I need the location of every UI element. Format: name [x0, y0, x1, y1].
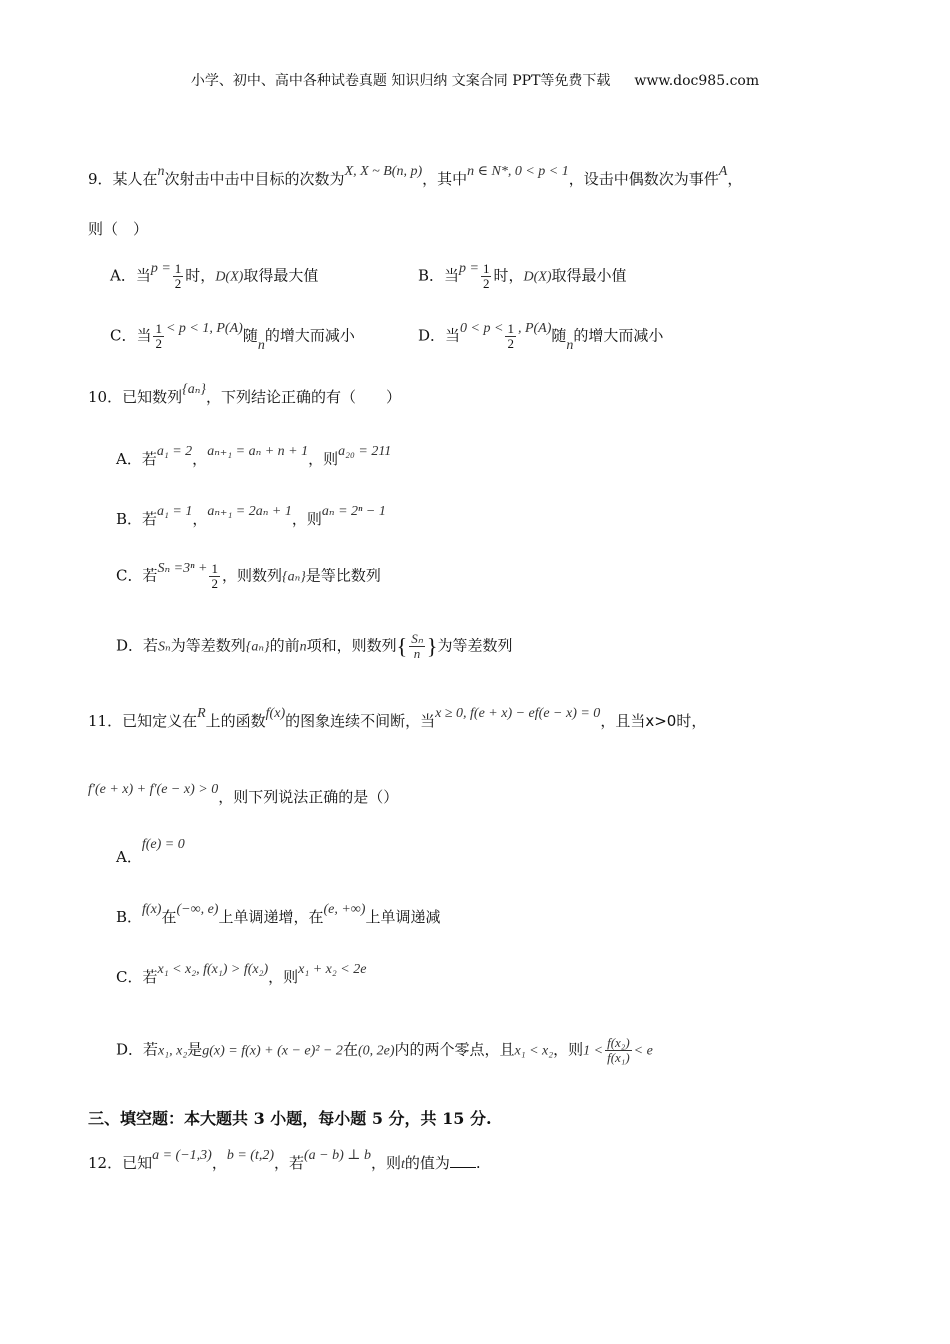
math-expr: (e, +∞) — [323, 902, 366, 917]
math-expr: aₙ₊₁ = aₙ + n + 1 — [207, 444, 309, 459]
q11-option-d — [116, 1036, 653, 1065]
q10-option-b — [116, 504, 386, 529]
math-expr: (0, 2e) — [357, 1043, 395, 1059]
fraction — [605, 1036, 632, 1065]
option-label: B．若 — [116, 510, 158, 528]
fraction — [505, 322, 516, 351]
math-expr: < e — [633, 1043, 653, 1059]
fraction-numerator: 1 — [482, 261, 490, 276]
math-expr: p = — [150, 260, 171, 276]
section-3-heading: 三、填空题：本大题共 3 小题，每小题 5 分，共 15 分. — [88, 1109, 492, 1128]
option-text: 的前 — [269, 636, 300, 655]
header-left-text: 小学、初中、高中各种试卷真题 知识归纳 文案合同 PPT等免费下载 — [190, 73, 611, 89]
math-expr: x₁, x₂ — [158, 1043, 188, 1059]
fraction-numerator: 1 — [211, 561, 218, 576]
brace-right: } — [426, 633, 438, 659]
q11-number: 11．已知定义在 — [88, 712, 198, 730]
option-text: 是等比数列 — [305, 566, 381, 585]
option-text: 随 — [242, 326, 258, 345]
q12-math-a: a = (−1,3) — [152, 1148, 212, 1163]
math-expr: x₁ + x₂ < 2e — [298, 962, 367, 977]
q11-option-a — [116, 837, 185, 867]
option-text: ，则 — [268, 968, 299, 986]
fraction-denominator: 2 — [155, 336, 162, 351]
option-label: B． — [116, 908, 143, 926]
math-expr: Sₙ =3ⁿ + — [157, 560, 208, 576]
option-text: 取得最大值 — [243, 266, 319, 285]
q11-text: ，则下列说法正确的是（） — [218, 788, 399, 806]
answer-blank[interactable] — [450, 1155, 476, 1168]
q10-option-c — [116, 562, 381, 591]
option-label: D．当 — [418, 326, 461, 345]
option-text: 在 — [342, 1040, 358, 1059]
math-expr: {aₙ} — [245, 639, 270, 655]
math-expr: 1 < — [583, 1043, 604, 1059]
fraction-numerator: 1 — [174, 261, 182, 276]
option-text: 项和，则数列 — [306, 636, 397, 655]
fraction — [153, 322, 164, 351]
q11-math-x: x>0 — [645, 712, 677, 730]
q12-math-b: b = (t,2) — [226, 1148, 274, 1163]
math-expr: {aₙ} — [281, 569, 306, 585]
fraction-denominator: 2 — [211, 576, 218, 591]
option-text: 上单调递增，在 — [218, 908, 324, 926]
fraction-numerator: Sₙ — [411, 631, 423, 646]
option-label: A．当 — [110, 266, 151, 285]
brace-left: { — [396, 633, 408, 659]
question-9-continuation: 则（ ） — [88, 220, 149, 238]
option-text: 的增大而减小 — [264, 326, 355, 345]
q11-text: 时， — [676, 712, 707, 730]
q9-option-d — [418, 322, 663, 351]
math-expr: g(x) = f(x) + (x − e)² − 2 — [202, 1043, 343, 1059]
q11-math-derivative: f′(e + x) + f′(e − x) > 0 — [88, 782, 219, 797]
question-11-line2 — [88, 782, 399, 807]
math-expr: 0 < p < — [460, 320, 504, 336]
q9-math-n: n — [157, 164, 165, 179]
math-expr: a₁ = 2 — [156, 444, 193, 459]
q12-number: 12．已知 — [88, 1154, 153, 1172]
option-text: 时， — [493, 266, 524, 285]
q12-text: . — [475, 1154, 481, 1172]
fraction — [173, 262, 184, 291]
q12-text: ，若 — [274, 1154, 305, 1172]
q9-text: ，其中 — [422, 170, 468, 188]
q10-option-a — [116, 444, 392, 469]
fraction-numerator: 1 — [155, 321, 162, 336]
q9-math-condition: n ∈ N*, 0 < p < 1 — [467, 164, 569, 179]
q11-text: 的图象连续不间断，当 — [285, 712, 436, 730]
fraction-denominator: 2 — [507, 336, 514, 351]
option-label: C．若 — [116, 566, 158, 585]
math-expr: f(e) = 0 — [141, 837, 185, 852]
fraction — [209, 562, 220, 591]
option-label: C．当 — [110, 326, 152, 345]
math-expr: x₁ < x₂ — [514, 1043, 554, 1059]
q9-math-event: A — [718, 164, 728, 179]
math-expr: (−∞, e) — [176, 902, 219, 917]
fraction-denominator: n — [413, 646, 421, 661]
header-url: www.doc985.com — [634, 73, 760, 89]
math-expr: , P(A) — [517, 320, 552, 336]
math-expr: f(x) — [142, 902, 162, 917]
fraction-numerator: f(x₂) — [607, 1035, 630, 1050]
q12-math-t: t — [400, 1157, 405, 1172]
question-11-stem — [88, 706, 707, 731]
math-expr: n — [299, 639, 307, 655]
q12-text: ，则 — [370, 1154, 401, 1172]
option-text: 内的两个零点，且 — [394, 1040, 515, 1059]
option-label: C．若 — [116, 968, 158, 986]
option-text: 取得最小值 — [551, 266, 627, 285]
fraction — [409, 632, 425, 661]
q11-text: ，且当 — [600, 712, 646, 730]
option-text: ， — [192, 450, 208, 468]
page-header — [0, 70, 950, 90]
q12-math-perp: (a − b) ⊥ b — [304, 1148, 371, 1163]
q10-number: 10．已知数列 — [88, 388, 183, 406]
math-expr: D(X) — [523, 269, 552, 285]
math-expr: a₁ = 1 — [157, 504, 193, 519]
q9-text: 次射击中击中目标的次数为 — [164, 170, 345, 188]
math-expr: < p < 1, P(A) — [165, 320, 243, 336]
option-text: 的增大而减小 — [573, 326, 664, 345]
q9-number: 9．某人在 — [88, 170, 158, 188]
option-text: ，则 — [308, 450, 339, 468]
option-text: ，则 — [291, 510, 322, 528]
math-expr: aₙ = 2ⁿ − 1 — [321, 504, 386, 519]
fraction — [481, 262, 492, 291]
option-text: 时， — [185, 266, 216, 285]
q11-math-f: f(x) — [265, 706, 286, 721]
option-text: ，则数列 — [221, 566, 282, 585]
math-expr: D(X) — [215, 269, 244, 285]
math-expr: n — [257, 337, 265, 353]
math-expr: Sₙ — [158, 639, 171, 655]
math-expr: x₁ < x₂, f(x₁) > f(x₂) — [157, 962, 269, 977]
q12-text: ， — [211, 1154, 227, 1172]
option-label: A． — [116, 848, 142, 866]
q10-option-d — [116, 632, 512, 661]
q9-option-a — [110, 262, 318, 291]
option-text: 为等差数列 — [437, 636, 513, 655]
question-10-stem — [88, 382, 401, 407]
fraction-denominator: f(x₁) — [607, 1050, 630, 1065]
question-9-stem — [88, 164, 743, 189]
q9-math-distribution: X, X ~ B(n, p) — [344, 164, 423, 179]
math-expr: n — [566, 337, 574, 353]
q10-math-sequence: {aₙ} — [182, 382, 206, 397]
math-expr: aₙ₊₁ = 2aₙ + 1 — [207, 504, 292, 519]
q12-text: 的值为 — [404, 1154, 450, 1172]
fraction-denominator: 2 — [174, 276, 182, 291]
q11-math-R: R — [197, 706, 206, 721]
option-text: ， — [192, 510, 208, 528]
option-text: 在 — [161, 908, 177, 926]
q9-text: ， — [727, 170, 743, 188]
question-12-stem — [88, 1148, 481, 1173]
q9-text: ，设击中偶数次为事件 — [568, 170, 719, 188]
option-label: D．若 — [116, 1040, 159, 1059]
fraction-denominator: 2 — [482, 276, 490, 291]
q11-option-b — [116, 902, 441, 927]
q9-option-c — [110, 322, 355, 351]
option-text: ，则 — [553, 1040, 584, 1059]
option-label: D．若 — [116, 636, 159, 655]
q9-option-b — [418, 262, 627, 291]
math-expr: a₂₀ = 211 — [338, 444, 392, 459]
q10-text: ，下列结论正确的有（ ） — [205, 388, 401, 406]
q11-option-c — [116, 962, 367, 987]
q11-math-condition: x ≥ 0, f(e + x) − ef(e − x) = 0 — [435, 706, 601, 721]
math-expr: p = — [459, 260, 479, 276]
fraction-numerator: 1 — [507, 321, 514, 336]
option-label: A．若 — [116, 450, 157, 468]
option-text: 上单调递减 — [365, 908, 441, 926]
option-text: 为等差数列 — [170, 636, 246, 655]
q11-text: 上的函数 — [205, 712, 266, 730]
option-text: 随 — [551, 326, 567, 345]
option-text: 是 — [187, 1040, 203, 1059]
option-label: B．当 — [418, 266, 460, 285]
